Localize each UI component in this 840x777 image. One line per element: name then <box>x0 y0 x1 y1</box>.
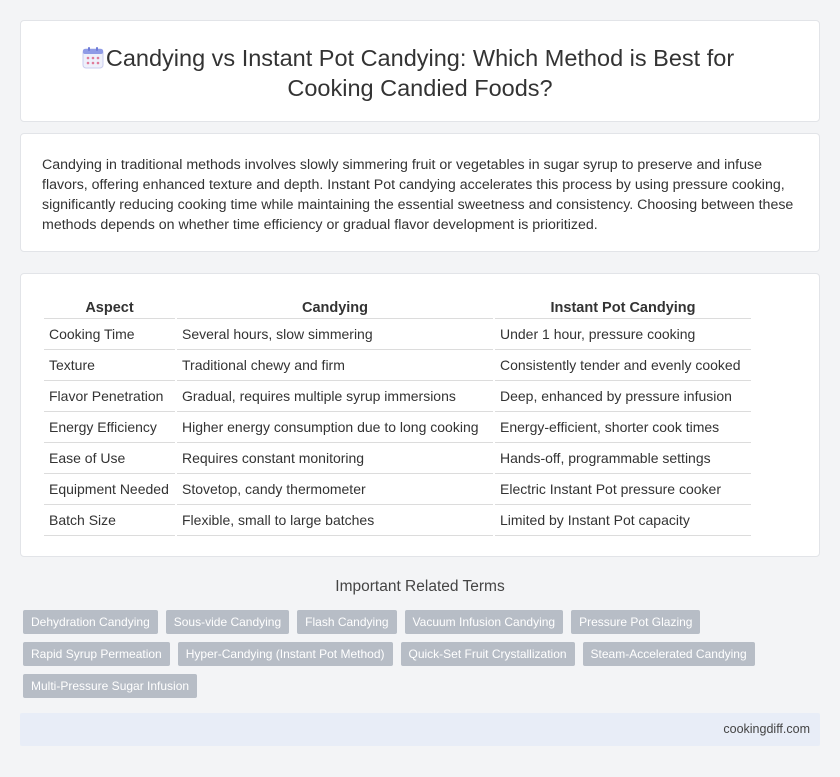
title-card <box>20 20 820 122</box>
tag-rapid-syrup-permeation[interactable]: Rapid Syrup Permeation <box>23 642 170 666</box>
tag-dehydration-candying[interactable]: Dehydration Candying <box>23 610 158 634</box>
table-row <box>44 319 751 350</box>
table-cell: Equipment Needed <box>44 474 175 505</box>
table-cell: Batch Size <box>44 505 175 536</box>
table-cell: Electric Instant Pot pressure cooker <box>495 474 751 505</box>
table-cell: Limited by Instant Pot capacity <box>495 505 751 536</box>
table-header-row <box>44 298 751 319</box>
table-cell: Flavor Penetration <box>44 381 175 412</box>
intro-card <box>20 133 820 252</box>
comparison-table <box>42 298 753 536</box>
tag-quick-set-fruit-crystallization[interactable]: Quick-Set Fruit Crystallization <box>401 642 575 666</box>
table-row <box>44 381 751 412</box>
table-cell: Several hours, slow simmering <box>177 319 493 350</box>
table-cell: Energy-efficient, shorter cook times <box>495 412 751 443</box>
table-row <box>44 474 751 505</box>
tag-flash-candying[interactable]: Flash Candying <box>297 610 396 634</box>
table-cell: Energy Efficiency <box>44 412 175 443</box>
intro-paragraph: Candying in traditional methods involves slowly simmering fruit or vegetables in sugar syrup to preserve and infuse flavors, offering enhanced texture and depth. Instant Pot candying accelerates this process by using pressure cooking, significantly reducing cooking time while maintaining the essential sweetness and consistency. Choosing between these methods depends on whether time efficiency or gradual flavor development is prioritized. <box>42 157 794 233</box>
page-title-line1: Candying vs Instant Pot Candying: Which Method is Best for <box>105 45 735 71</box>
table-row <box>44 350 751 381</box>
table-cell: Flexible, small to large batches <box>177 505 493 536</box>
table-cell: Texture <box>44 350 175 381</box>
table-cell: Ease of Use <box>44 443 175 474</box>
table-row <box>44 443 751 474</box>
tag-sous-vide-candying[interactable]: Sous-vide Candying <box>166 610 289 634</box>
footer <box>20 713 820 746</box>
comparison-card <box>20 273 820 557</box>
footer-site-link[interactable]: cookingdiff.com <box>723 722 810 736</box>
tag-vacuum-infusion-candying[interactable]: Vacuum Infusion Candying <box>405 610 564 634</box>
related-terms-title: Important Related Terms <box>335 578 505 595</box>
tag-hyper-candying[interactable]: Hyper-Candying (Instant Pot Method) <box>178 642 393 666</box>
table-cell: Hands-off, programmable settings <box>495 443 751 474</box>
page-title-line2: Cooking Candied Foods? <box>287 75 553 101</box>
table-cell: Requires constant monitoring <box>177 443 493 474</box>
table-row <box>44 412 751 443</box>
table-header-instant-pot: Instant Pot Candying <box>495 298 751 319</box>
page-title <box>21 43 819 103</box>
table-cell: Stovetop, candy thermometer <box>177 474 493 505</box>
table-cell: Cooking Time <box>44 319 175 350</box>
table-cell: Deep, enhanced by pressure infusion <box>495 381 751 412</box>
tag-multi-pressure-sugar-infusion[interactable]: Multi-Pressure Sugar Infusion <box>23 674 197 698</box>
table-cell: Gradual, requires multiple syrup immersions <box>177 381 493 412</box>
tag-pressure-pot-glazing[interactable]: Pressure Pot Glazing <box>571 610 700 634</box>
table-row <box>44 505 751 536</box>
table-cell: Higher energy consumption due to long cooking <box>177 412 493 443</box>
related-terms-tags <box>23 610 813 698</box>
table-cell: Traditional chewy and firm <box>177 350 493 381</box>
table-cell: Consistently tender and evenly cooked <box>495 350 751 381</box>
table-header-aspect: Aspect <box>44 298 175 319</box>
tag-steam-accelerated-candying[interactable]: Steam-Accelerated Candying <box>583 642 755 666</box>
table-header-candying: Candying <box>177 298 493 319</box>
table-cell: Under 1 hour, pressure cooking <box>495 319 751 350</box>
